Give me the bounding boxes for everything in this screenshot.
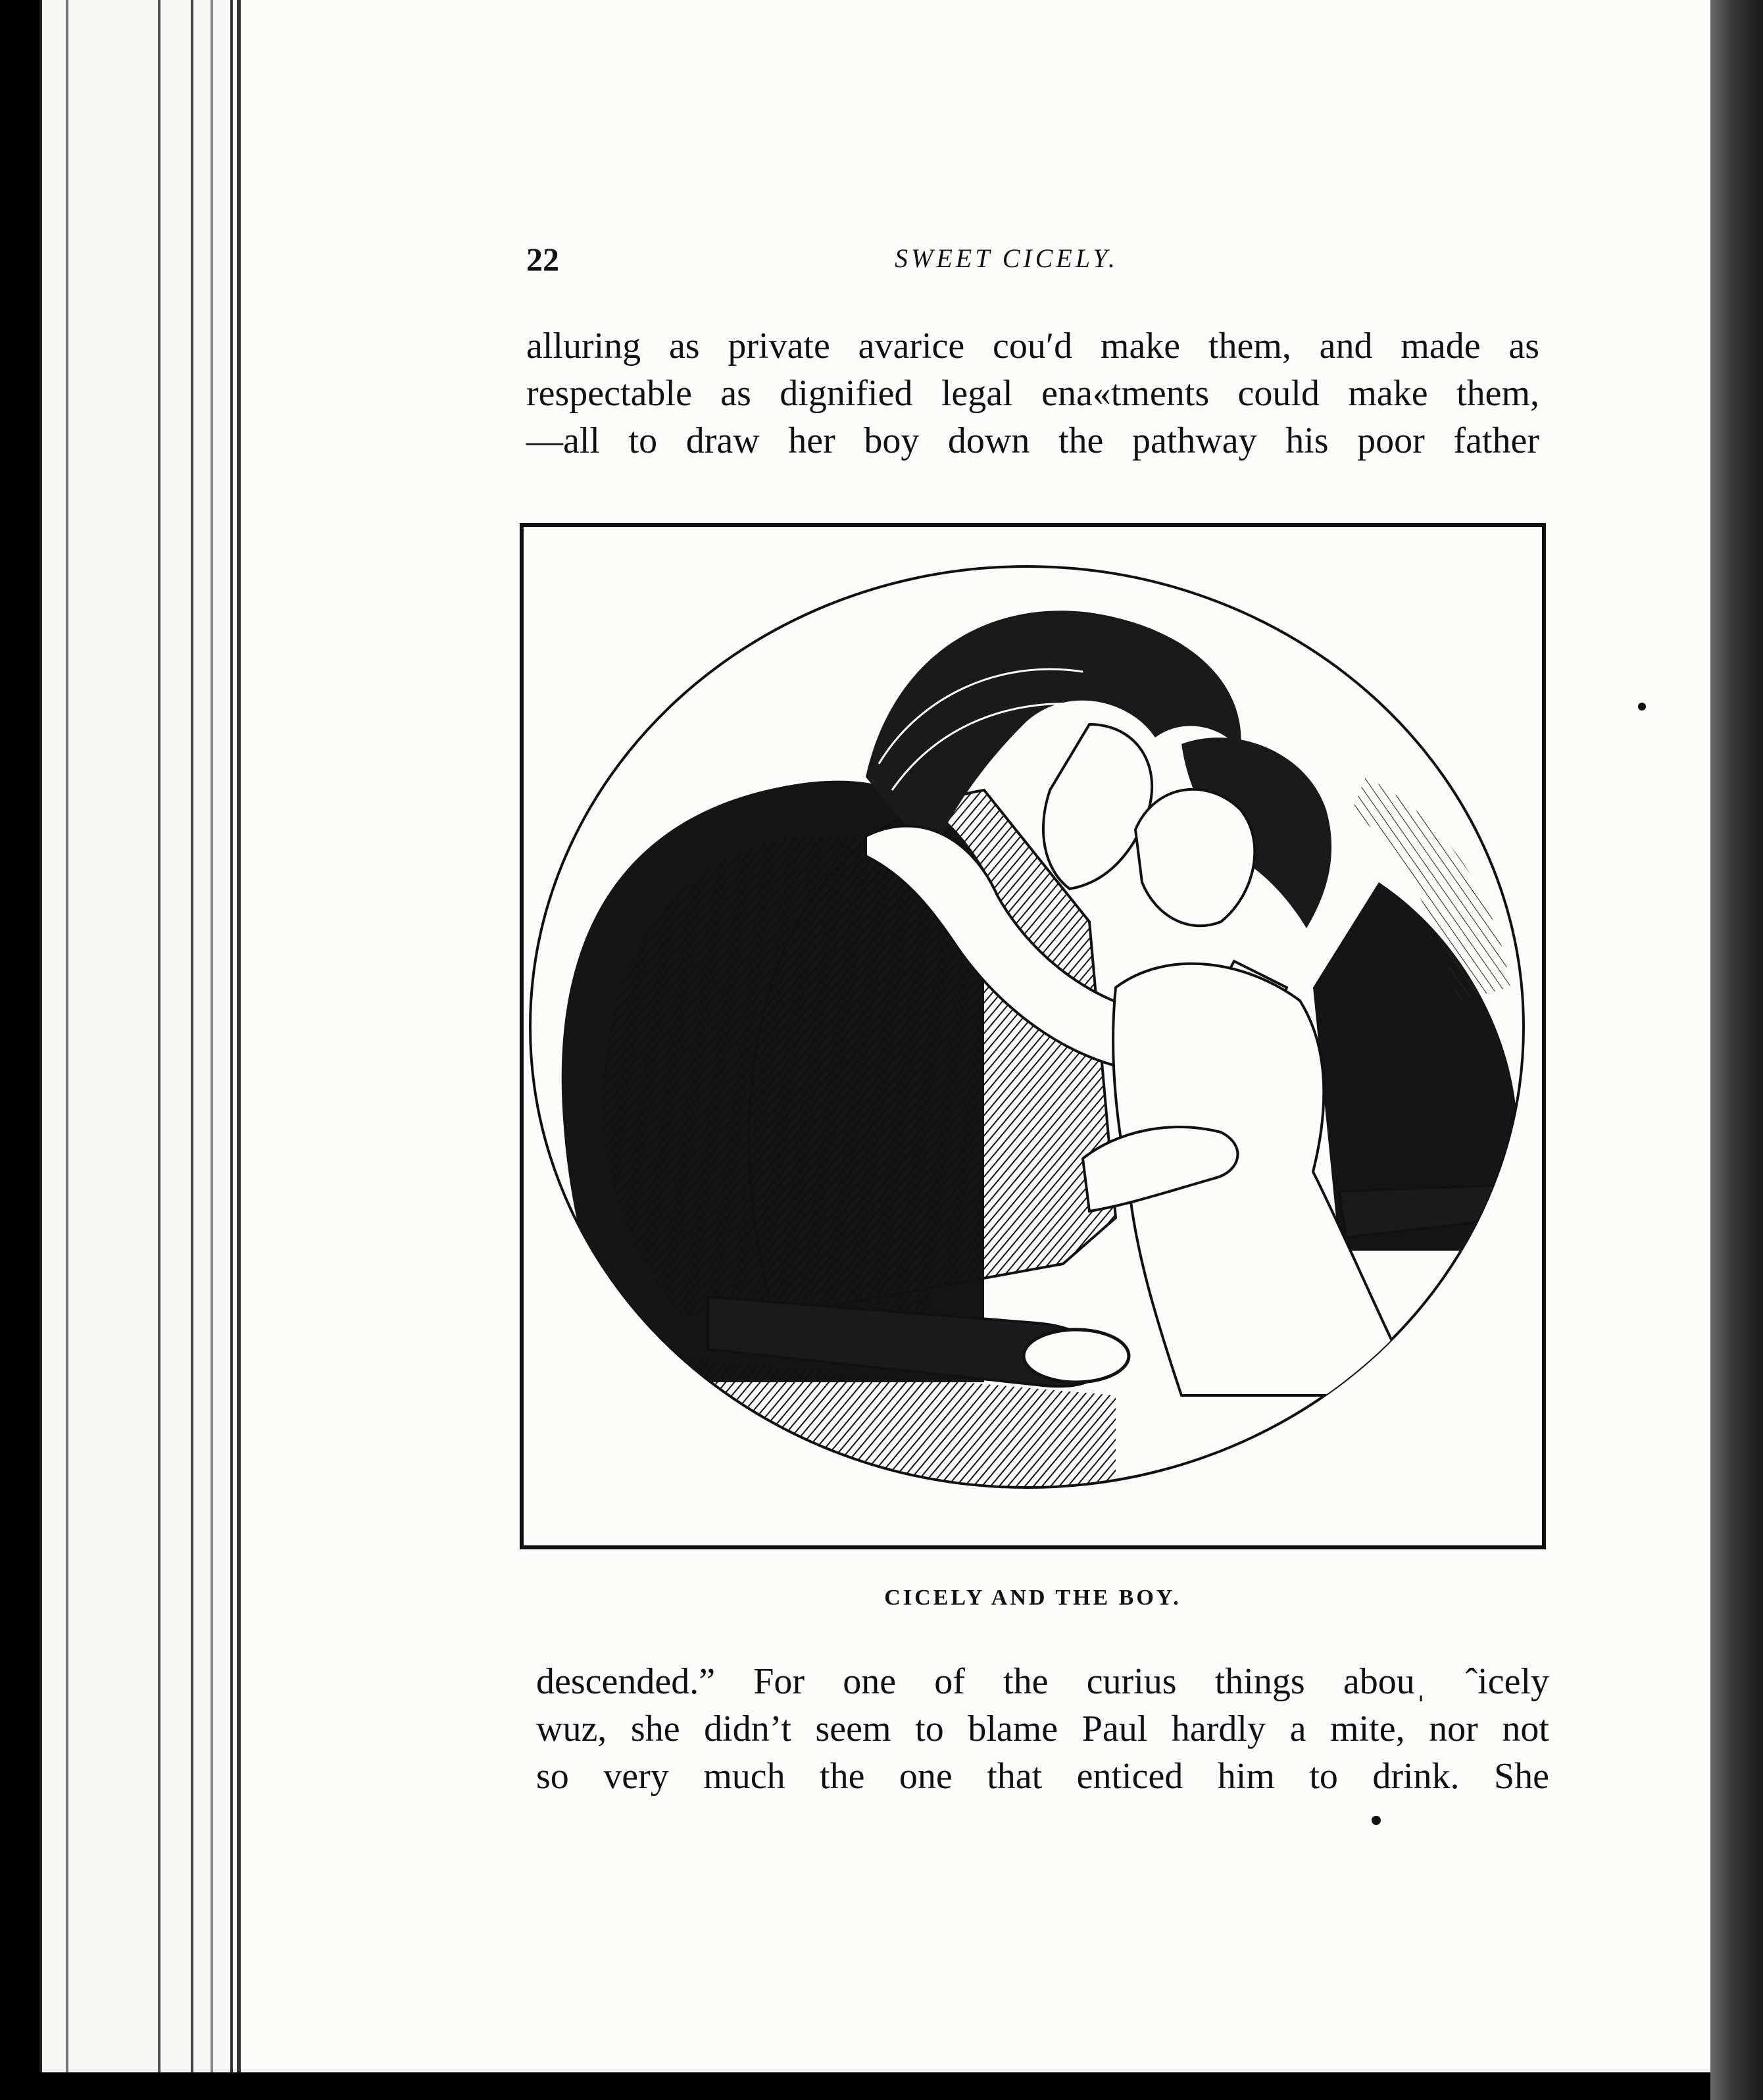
text-line: respectable as dignified legal ena«tments could make them, (526, 373, 1539, 414)
chair-arm-end (1024, 1330, 1129, 1382)
paragraph-before-figure (526, 322, 1539, 464)
paragraph-after-figure (536, 1658, 1549, 1800)
text-line: —all to draw her boy down the pathway his poor father (526, 420, 1539, 461)
binding-edge (1710, 0, 1763, 2100)
text-line: wuz, she didn’t seem to blame Paul hardly a mite, nor not (536, 1709, 1549, 1749)
text-line: so very much the one that enticed him to drink. She (536, 1756, 1549, 1797)
figure-caption: CICELY AND THE BOY. (884, 1586, 1181, 1610)
child-face (1135, 789, 1254, 926)
running-head (526, 240, 1539, 286)
speck-mark (1638, 703, 1646, 711)
text-line: descended.” For one of the curius things abouˌ ˆicely (536, 1661, 1549, 1702)
running-title: SWEET CICELY. (895, 243, 1118, 273)
woman-face (1043, 724, 1152, 889)
page-block-edges (39, 0, 257, 2072)
illustration-frame (520, 523, 1546, 1549)
text-line: alluring as private avarice couʹd make them, and made as (526, 326, 1539, 366)
page-number: 22 (526, 241, 559, 278)
speck-mark (1372, 1816, 1381, 1825)
illustration-cicely-and-boy (524, 527, 1542, 1545)
